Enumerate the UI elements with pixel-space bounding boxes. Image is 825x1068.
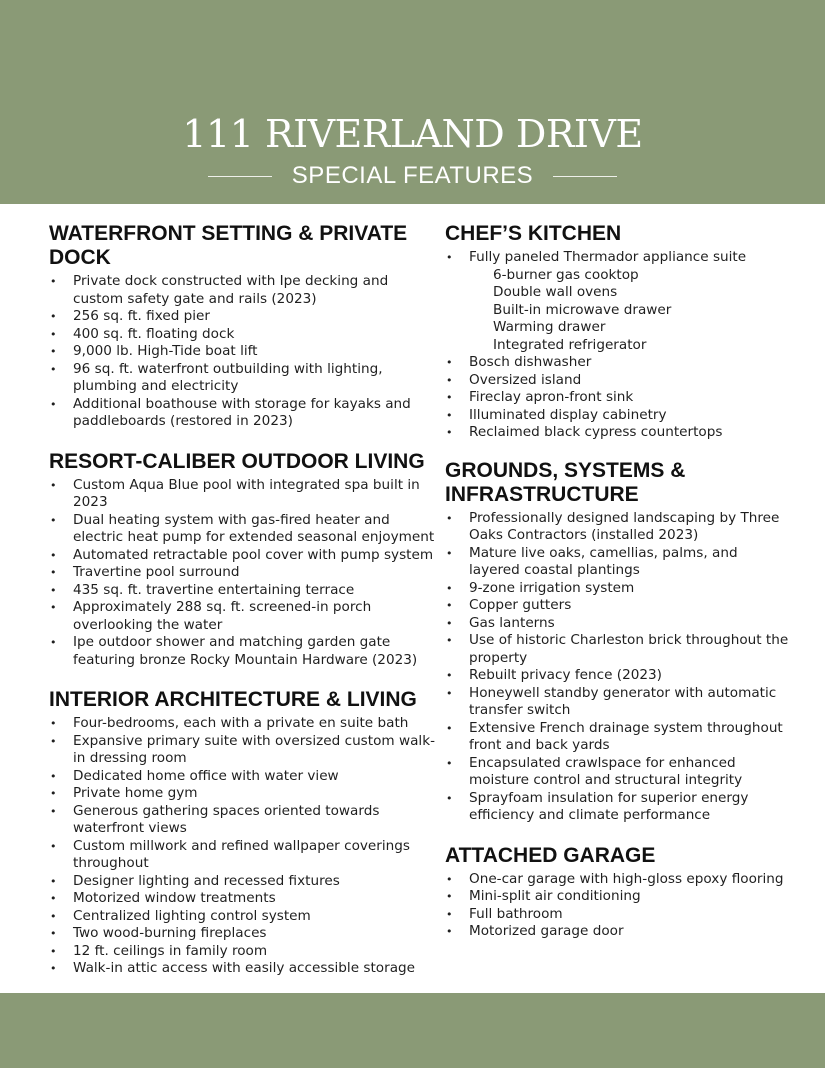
list-item: • Encapsulated crawlspace for enhanced moisture control and structural integrity (445, 755, 790, 790)
list-item: • Honeywell standby generator with automatic transfer switch (445, 685, 790, 720)
footer-band (0, 993, 825, 1068)
list-item: • Mini-split air conditioning (445, 888, 790, 906)
list-item: • Dedicated home office with water view (49, 768, 439, 786)
list-item: • Automated retractable pool cover with pump system (49, 547, 439, 565)
list-item: • Ipe outdoor shower and matching garden gate featuring bronze Rocky Mountain Hardware (2023) (49, 634, 439, 669)
list-item: • Walk-in attic access with easily accessible storage (49, 960, 439, 978)
left-rule (208, 176, 272, 177)
list-item: • Motorized window treatments (49, 890, 439, 908)
right-column (445, 222, 790, 941)
section-grounds (445, 459, 790, 825)
section-garage (445, 844, 790, 941)
list-item: • Illuminated display cabinetry (445, 407, 790, 425)
sub-list-item: Built-in microwave drawer (493, 301, 672, 318)
sub-list-item: Warming drawer (493, 319, 606, 335)
list-item: • Motorized garage door (445, 923, 790, 941)
list-item: • Oversized island (445, 372, 790, 390)
section-heading: CHEF’S KITCHEN (445, 222, 622, 245)
list-item: • Four-bedrooms, each with a private en suite bath (49, 715, 439, 733)
list-item: • 9,000 lb. High-Tide boat lift (49, 343, 439, 361)
section-heading: RESORT-CALIBER OUTDOOR LIVING (49, 449, 425, 473)
list-item: • 256 sq. ft. fixed pier (49, 308, 439, 326)
list-item: • Fully paneled Thermador appliance suite (445, 249, 790, 267)
subtitle-row (0, 158, 825, 194)
list-item: • Reclaimed black cypress countertops (445, 424, 790, 442)
list-item: • 400 sq. ft. floating dock (49, 326, 439, 344)
list-item: • Centralized lighting control system (49, 908, 439, 926)
list-item: • One-car garage with high-gloss epoxy flooring (445, 871, 790, 889)
list-item: • Designer lighting and recessed fixtures (49, 873, 439, 891)
list-item: • Private home gym (49, 785, 439, 803)
list-item: • Gas lanterns (445, 615, 790, 633)
list-item: • Mature live oaks, camellias, palms, and layered coastal plantings (445, 545, 790, 580)
section-outdoor-living (49, 450, 439, 670)
subtitle: SPECIAL FEATURES (291, 162, 534, 189)
section-interior (49, 688, 439, 978)
list-item: • Full bathroom (445, 906, 790, 924)
section-kitchen (445, 222, 790, 442)
list-item: • Rebuilt privacy fence (2023) (445, 667, 790, 685)
left-column (49, 222, 439, 978)
list-item: • Generous gathering spaces oriented towards waterfront views (49, 803, 439, 838)
list-item: • Use of historic Charleston brick throughout the property (445, 632, 790, 667)
list-item: • Expansive primary suite with oversized custom walk-in dressing room (49, 733, 439, 768)
section-waterfront (49, 222, 439, 431)
list-item: • 96 sq. ft. waterfront outbuilding with lighting, plumbing and electricity (49, 361, 439, 396)
sub-list-item: 6-burner gas cooktop (493, 266, 639, 283)
sub-list-item: Integrated refrigerator (493, 336, 647, 353)
section-heading: GROUNDS, SYSTEMS & INFRASTRUCTURE (445, 458, 686, 506)
list-item: • Travertine pool surround (49, 564, 439, 582)
list-item: • Private dock constructed with Ipe decking and custom safety gate and rails (2023) (49, 273, 439, 308)
list-item: • 435 sq. ft. travertine entertaining terrace (49, 582, 439, 600)
section-heading: WATERFRONT SETTING & PRIVATE DOCK (49, 222, 408, 269)
list-item: • Copper gutters (445, 597, 790, 615)
header-band (0, 0, 825, 204)
list-item: • Bosch dishwasher (445, 354, 790, 372)
section-heading: INTERIOR ARCHITECTURE & LIVING (49, 688, 417, 711)
list-item: • 9-zone irrigation system (445, 580, 790, 598)
feature-list (49, 477, 439, 670)
property-title: 111 RIVERLAND DRIVE (182, 112, 643, 156)
list-item: • Custom millwork and refined wallpaper coverings throughout (49, 838, 439, 873)
list-item: • Dual heating system with gas-fired heater and electric heat pump for extended seasonal enjoyment (49, 512, 439, 547)
feature-list (49, 715, 439, 978)
section-heading: ATTACHED GARAGE (445, 843, 656, 867)
list-item: • Custom Aqua Blue pool with integrated spa built in 2023 (49, 477, 439, 512)
list-item: • Fireclay apron-front sink (445, 389, 790, 407)
list-item: • Sprayfoam insulation for superior energy efficiency and climate performance (445, 790, 790, 825)
feature-list (49, 273, 439, 431)
list-item: • Two wood-burning fireplaces (49, 925, 439, 943)
feature-list (445, 249, 790, 442)
feature-list (445, 510, 790, 825)
list-item: • Extensive French drainage system throughout front and back yards (445, 720, 790, 755)
list-item: • Additional boathouse with storage for kayaks and paddleboards (restored in 2023) (49, 396, 439, 431)
right-rule (553, 176, 617, 177)
sub-list-item: Double wall ovens (493, 284, 618, 300)
list-item: • Professionally designed landscaping by Three Oaks Contractors (installed 2023) (445, 510, 790, 545)
list-item: • 12 ft. ceilings in family room (49, 943, 439, 961)
feature-list (445, 871, 790, 941)
list-item: • Approximately 288 sq. ft. screened-in porch overlooking the water (49, 599, 439, 634)
